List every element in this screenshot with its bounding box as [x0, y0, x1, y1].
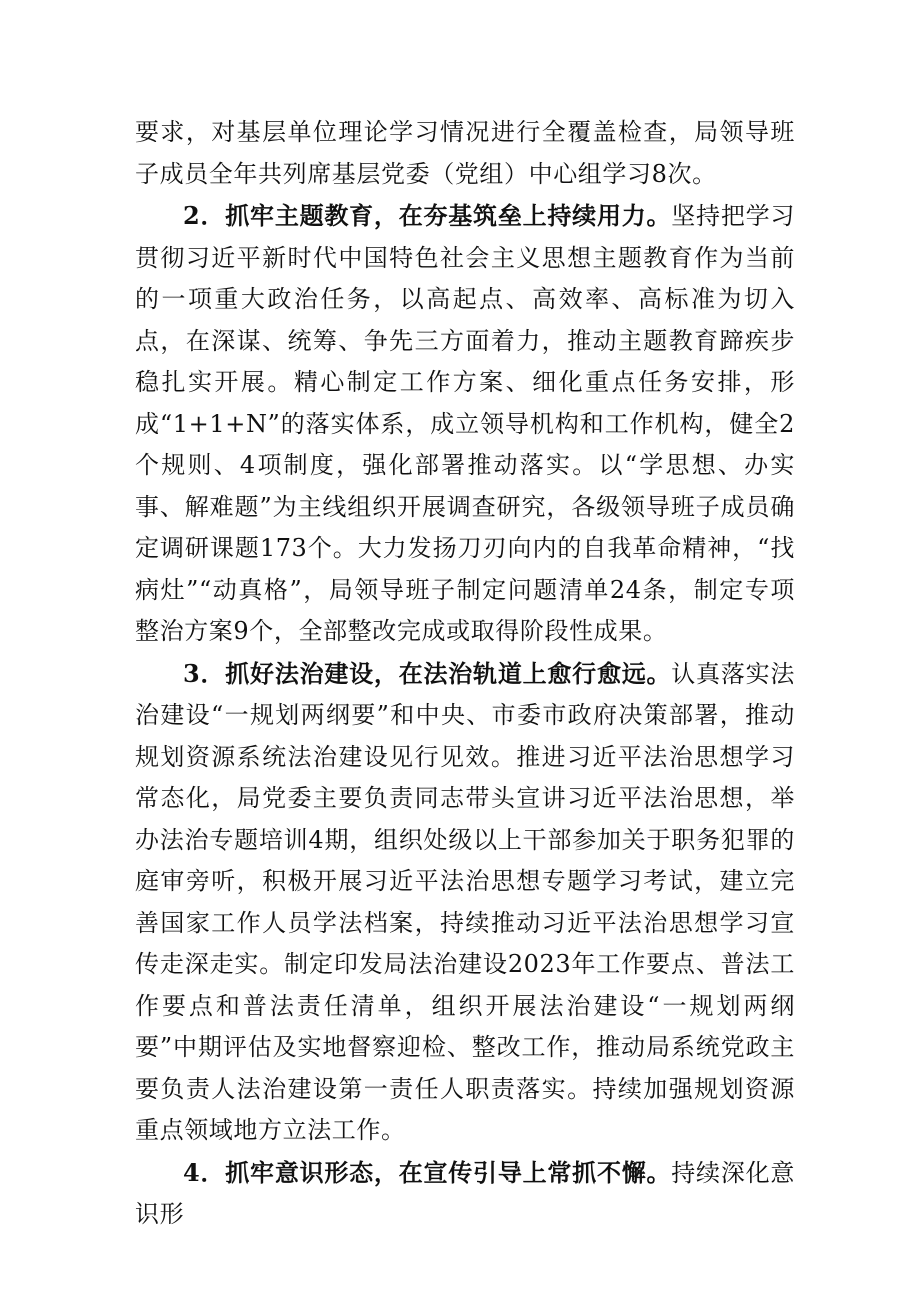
paragraph-text: 持续深化意识形	[135, 1158, 795, 1228]
paragraph-continuation	[135, 112, 795, 195]
paragraph-text: 坚持把学习贯彻习近平新时代中国特色社会主义思想主题教育作为当前的一项重大政治任务，以高起点、高效率、高标准为切入点，在深谋、统筹、争先三方面着力，推动主题教育蹄疾步稳扎实开展。精心制定工作方案、细化重点任务安排，形成“1+1+N”的落实体系，成立领导机构和工作机构，健全2个规则、4项制度，强化部署推动落实。以“学思想、办实事、解难题”为主线组织开展调查研究，各级领导班子成员确定调研课题173个。大力发扬刀刃向内的自我革命精神，“找病灶”“动真格”，局领导班子制定问题清单24条，制定专项整治方案9个，全部整改完成或取得阶段性成果。	[135, 202, 795, 645]
paragraph-heading: 2．抓牢主题教育，在夯基筑垒上持续用力。	[183, 201, 672, 230]
paragraph-heading: 3．抓好法治建设，在法治轨道上愈行愈远。	[183, 658, 672, 688]
paragraph-ideology	[135, 1152, 795, 1236]
paragraph-rule-of-law	[135, 653, 795, 1152]
paragraph-text: 认真落实法治建设“一规划两纲要”和中央、市委市政府决策部署，推动规划资源系统法治建设见行见效。推进习近平法治思想学习常态化，局党委主要负责同志带头宣讲习近平法治思想，举办法治专题培训4期，组织处级以上干部参加关于职务犯罪的庭审旁听，积极开展习近平法治思想专题学习考试，建立完善国家工作人员学法档案，持续推动习近平法治思想学习宣传走深走实。制定印发局法治建设2023年工作要点、普法工作要点和普法责任清单，组织开展法治建设“一规划两纲要”中期评估及实地督察迎检、整改工作，推动局系统党政主要负责人法治建设第一责任人职责落实。持续加强规划资源重点领域地方立法工作。	[135, 659, 795, 1144]
document-body	[135, 112, 795, 1236]
paragraph-theme-education	[135, 195, 795, 653]
paragraph-text: 要求，对基层单位理论学习情况进行全覆盖检查，局领导班子成员全年共列席基层党委（党组）中心组学习8次。	[135, 118, 795, 188]
paragraph-heading: 4．抓牢意识形态，在宣传引导上常抓不懈。	[183, 1157, 672, 1187]
